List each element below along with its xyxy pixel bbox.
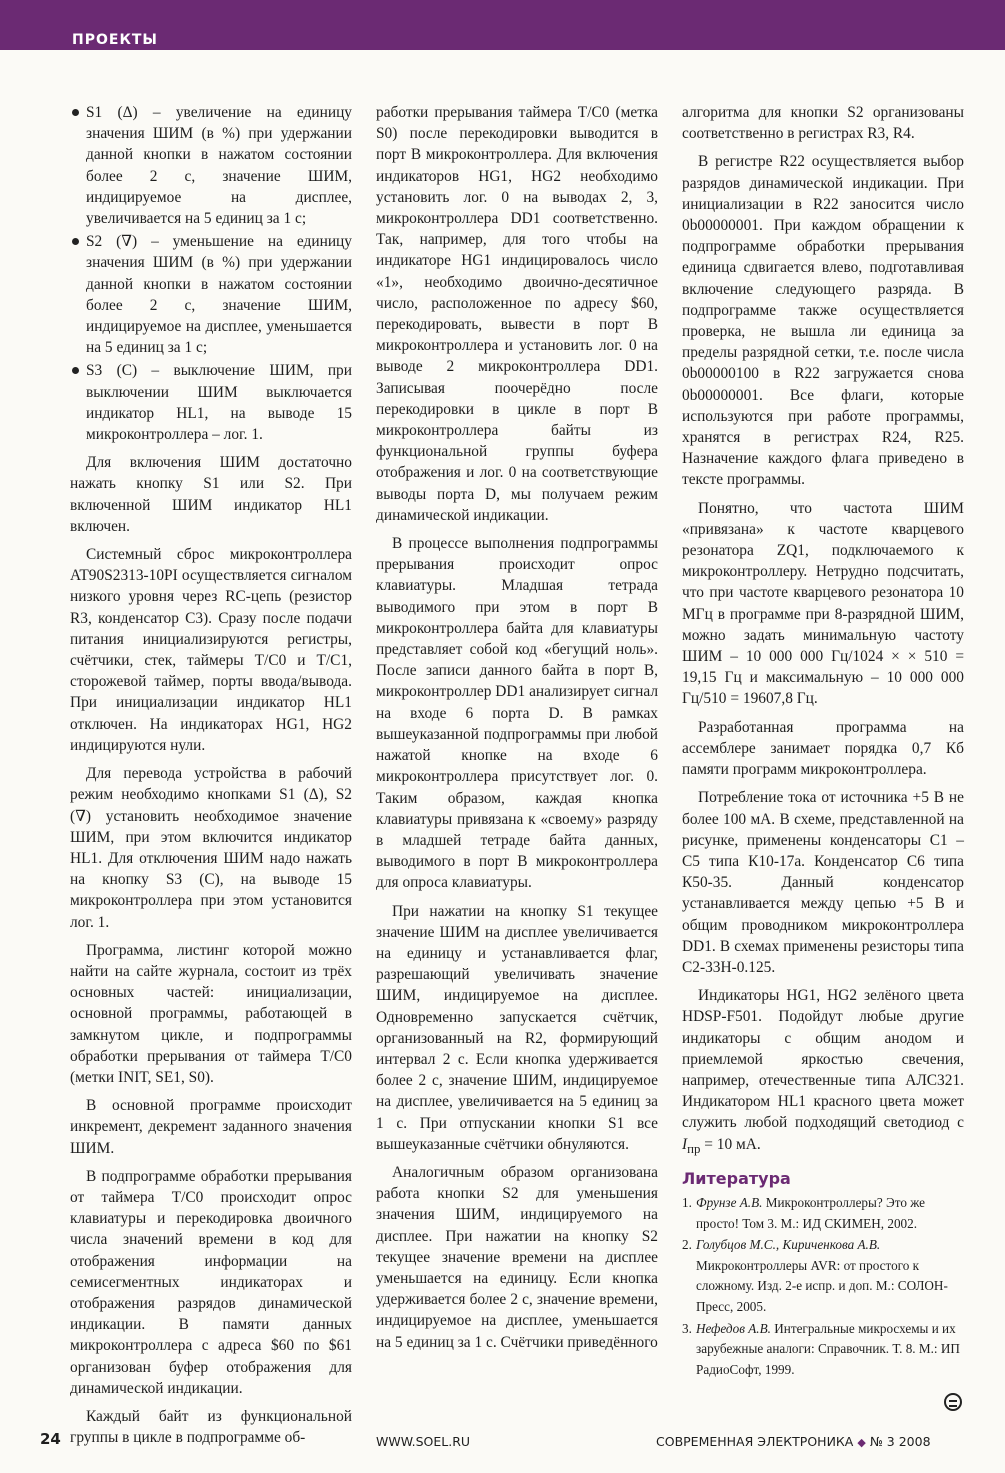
paragraph: Программа, листинг которой можно найти на сайте журнала, состоит из трёх основных частей: инициализации, основной программы, работающей в замкнутом цикле, и подпрограммы обработки прерывания от таймера T/C0 (метки INIT, SE1, S0).: [70, 941, 352, 1086]
button-functions-list: [70, 102, 352, 445]
paragraph: Аналогичным образом организована работа кнопки S2 для уменьшения значения ШИМ, индицируемого на дисплее. При нажатии на кнопку S2 текущее значение времени на дисплее уменьшается на единицу. Если кнопка удерживается более 2 с, значение времени, индицируемое на дисплее, уменьшается на 5 единиц за 1 с. Счётчики приведённого: [376, 1163, 658, 1351]
bullet-icon: [72, 238, 79, 245]
publisher-logo-icon: [944, 1393, 962, 1411]
journal-issue: [656, 1434, 931, 1449]
paragraph: Индикаторы HG1, HG2 зелёного цвета HDSP-F501. Подойдут любые другие индикаторы с общим анодом и приемлемой яркостью свечения, например, отечественные типа АЛС321. Индикатором HL1 красного цвета может служить любой подходящий светодиод с $I_{пр} = 10$ мА.: [682, 987, 964, 1156]
journal-title: СОВРЕМЕННАЯ ЭЛЕКТРОНИКА: [656, 1434, 854, 1449]
list-item: 1. Фрунзе А.В. Микроконтроллеры? Это же просто! Том 3. М.: ИД СКИМЕН, 2002.: [682, 1195, 926, 1231]
issue-number: № 3 2008: [869, 1434, 931, 1449]
section-label: ПРОЕКТЫ: [72, 32, 158, 48]
bullet-icon: [72, 367, 79, 374]
diamond-icon: ◆: [857, 1436, 866, 1449]
literature-list: [682, 1193, 964, 1380]
paragraph: При нажатии на кнопку S1 текущее значение ШИМ на дисплее увеличивается на единицу и устанавливается флаг, разрешающий увеличивать значение ШИМ, индицируемое на дисплее. Одновременно запускается счётчик, организованный на R2, формирующий интервал 2 с. Если кнопка удерживается более 2 с, значение ШИМ, индицируемое на дисплее, увеличивается на 5 единиц за 1 с. При отпускании кнопки S1 все вышеуказанные счётчики обнуляются.: [376, 902, 658, 1153]
paragraph: В процессе выполнения подпрограммы прерывания происходит опрос клавиатуры. Младшая тетрада выводимого при этом в порт B микроконтроллера байта для клавиатуры представляет собой код «бегущий ноль». После записи данного байта в порт B, микроконтроллер DD1 анализирует сигнал на входе 6 порта D. В рамках вышеуказанной подпрограммы при любой нажатой кнопке на входе 6 микроконтроллера присутствует лог. 0. Таким образом, каждая кнопка клавиатуры привязана к «своему» разряду в младшей тетраде байта данных, выводимого в порт B микроконтроллера для опроса клавиатуры.: [376, 535, 658, 892]
site-url: WWW.SOEL.RU: [376, 1434, 471, 1449]
paragraph: В регистре R22 осуществляется выбор разрядов динамической индикации. При инициализации в R22 заносится число 0b00000001. При каждом обращении к подпрограмме обработки прерывания единица сдвигается влево, подготавливая включение следующего разряда. В подпрограмме также осуществляется проверка, не вышла ли единица за пределы разрядной сетки, т.е. после числа 0b00000100 в R22 загружается снова 0b00000001. Все флаги, которые используются при работе программы, хранятся в регистрах R24, R25. Назначение каждого флага приведено в тексте программы.: [682, 153, 964, 489]
paragraph: Системный сброс микроконтроллера AT90S2313-10PI осуществляется сигналом низкого уровня через RC-цепь (резистор R3, конденсатор С3). Сразу после подачи питания инициализируются регистры, счётчики, стек, таймеры T/C0 и T/C1, сторожевой таймер, порты ввода/вывода. При инициализации индикатор HL1 отключен. На индикаторах HG1, HG2 индицируются нули.: [70, 546, 352, 754]
paragraph: В основной программе происходит инкремент, декремент заданного значения ШИМ.: [70, 1097, 352, 1157]
paragraph: работки прерывания таймера T/C0 (метка S0) после перекодировки выводится в порт B микроконтроллера. Для включения индикаторов HG1, HG2 необходимо установить лог. 0 на выводах 2, 3, микроконтроллера DD1 соответственно. Так, например, для того чтобы на индикаторе HG1 индицировалось число «1», необходимо двоично-десятичное число, расположенное по адресу $60, перекодировать, вывести в порт B микроконтроллера и установить лог. 0 на выводе 2 микроконтроллера DD1. Записывая поочерёдно после перекодировки в цикле в порт B микроконтроллера байты из функциональной группы буфера отображения и лог. 0 на соответствующие выводы порта D, мы получаем режим динамической индикации.: [376, 104, 658, 524]
list-item: S2 (∇) – уменьшение на единицу значения ШИМ (в %) при удержании данной кнопки в нажатом состоянии более 2 с, значение ШИМ, индицируемое на дисплее, уменьшается на 5 единиц за 1 с;: [70, 231, 352, 358]
paragraph: алгоритма для кнопки S2 организованы соответственно в регистрах R3, R4.: [682, 104, 964, 143]
page-number: 24: [40, 1430, 61, 1448]
column-3: [682, 102, 964, 1381]
paragraph: В подпрограмме обработки прерывания от таймера T/C0 происходит опрос клавиатуры и перекодировка двоичного числа значений времени в код для отображения информации на семисегментных индикаторах и отображения разрядов динамической индикации. В памяти данных микроконтроллера с адреса $60 по $61 организован буфер отображения для динамической индикации.: [70, 1167, 352, 1397]
column-1: [70, 102, 352, 1455]
paragraph: Для включения ШИМ достаточно нажать кнопку S1 или S2. При включенной ШИМ индикатор HL1 включен.: [70, 454, 352, 535]
list-item: S3 (С) – выключение ШИМ, при выключении ШИМ выключается индикатор HL1, на выводе 15 микроконтроллера – лог. 1.: [70, 360, 352, 445]
paragraph: Для перевода устройства в рабочий режим необходимо кнопками S1 (Δ), S2 (∇) установить необходимое значение ШИМ, при этом включится индикатор HL1. Для отключения ШИМ надо нажать на кнопку S3 (С), на выводе 15 микроконтроллера при этом установится лог. 1.: [70, 765, 352, 931]
list-item: S1 (Δ) – увеличение на единицу значения ШИМ (в %) при удержании данной кнопки в нажатом состоянии более 2 с, значение ШИМ, индицируемое на дисплее, увеличивается на 5 единиц за 1 с;: [70, 102, 352, 229]
paragraph: Разработанная программа на ассемблере занимает порядка 0,7 Кб памяти программ микроконтроллера.: [682, 718, 964, 779]
column-2: [376, 102, 658, 1360]
paragraph: Понятно, что частота ШИМ «привязана» к частоте кварцевого резонатора ZQ1, подключаемого к микроконтроллеру. Нетрудно подсчитать, что при частоте кварцевого резонатора 10 МГц в программе при 8-разрядной ШИМ, можно задать минимальную частоту ШИМ – 10 000 000 Гц/1024 × × 510 = 19,15 Гц и максимальную – 10 000 000 Гц/510 = 19607,8 Гц.: [682, 499, 964, 708]
list-item: 3. Нефедов А.В. Интегральные микросхемы и их зарубежные аналоги: Справочник. Т. 8. М.: ИП РадиоСофт, 1999.: [682, 1320, 960, 1377]
literature-heading: Литература: [682, 1168, 791, 1188]
paragraph: Потребление тока от источника +5 В не более 100 мА. В схеме, представленной на рисунке, применены конденсаторы С1 – С5 типа К10-17а. Конденсатор С6 типа К50-35. Данный конденсатор устанавливается между цепью +5 В и общим проводником микроконтроллера DD1. В схемах применены резисторы типа С2-33Н-0.125.: [682, 789, 964, 976]
list-item: 2. Голубцов М.С., Кириченкова А.В. Микроконтроллеры AVR: от простого к сложному. Изд. 2-е испр. и доп. М.: СОЛОН-Пресс, 2005.: [682, 1237, 948, 1314]
bullet-icon: [72, 109, 79, 116]
paragraph: Каждый байт из функциональной группы в цикле в подпрограмме об-: [70, 1407, 352, 1447]
